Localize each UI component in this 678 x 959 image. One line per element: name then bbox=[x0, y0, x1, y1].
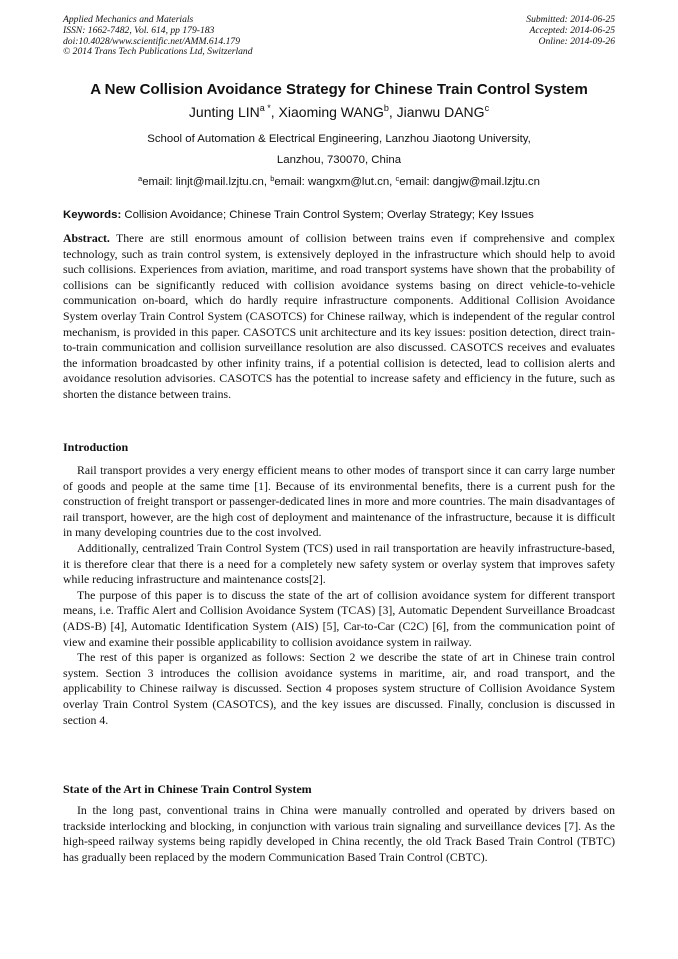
paragraph: In the long past, conventional trains in China were manually controlled and operated by drivers based on trackside interlocking and blocking, in conjunction with various train signaling and surveillance devices [7]. As the high-speed railway systems being rapidly developed in China recently, the old Track Based Train Control (TBTC) has gradually been replaced by the modern Communication Based Train Control (CBTC). bbox=[63, 803, 615, 864]
journal-name: Applied Mechanics and Materials bbox=[63, 14, 194, 25]
author-sup: b bbox=[383, 103, 389, 113]
submission-dates bbox=[526, 15, 615, 47]
email-sup: c bbox=[395, 174, 400, 183]
author-sup: c bbox=[484, 103, 490, 113]
paragraph: The rest of this paper is organized as follows: Section 2 we describe the state of art in Chinese train control system. Section 3 introduces the collision avoidance systems in maritime, air, and road transport, and the applicability to Chinese railway is discussed. Section 4 proposes system structure of Collision Avoidance System overlay Train Control System (CASOTCS), and the key issues are discussed. Finally, conclusion is discussed in section 4. bbox=[63, 650, 615, 727]
introduction-heading: Introduction bbox=[63, 440, 129, 454]
paragraph: The purpose of this paper is to discuss the state of the art of collision avoidance system for different transport means, i.e. Traffic Alert and Collision Avoidance System (TCAS) [3], Automatic Dependent Surveillance Broadcast (ADS-B) [4], Automatic Identification System (AIS) [5], Car-to-Car (C2C) [6], from the communication point of view and examine their possible applicability to collision avoidance system in railway. bbox=[63, 587, 615, 649]
email-text: email: dangjw@mail.lzjtu.cn bbox=[399, 176, 540, 188]
state-of-art-body bbox=[63, 803, 615, 865]
email-sup: b bbox=[270, 174, 275, 183]
abstract bbox=[63, 231, 615, 403]
paragraph: Additionally, centralized Train Control System (TCS) used in rail transportation are heavily infrastructure-based, it is therefore clear that there is a need for a completely new safety system or overlay system that improves safety while reducing infrastructure and maintenance costs[2]. bbox=[63, 540, 615, 587]
keywords-text: Collision Avoidance; Chinese Train Control System; Overlay Strategy; Key Issues bbox=[124, 209, 534, 221]
paper-title: A New Collision Avoidance Strategy for Chinese Train Control System bbox=[90, 81, 588, 98]
keywords-label: Keywords: bbox=[63, 209, 122, 221]
affiliation-line-1: School of Automation & Electrical Engineering, Lanzhou Jiaotong University, bbox=[147, 133, 531, 145]
author-list: Junting $LIN^{a *}$, Xiaoming WANG$^b$, Jianwu DANG$^c$ bbox=[188, 103, 490, 120]
state-of-art-heading: State of the Art in Chinese Train Control System bbox=[63, 782, 312, 796]
introduction-body bbox=[63, 463, 615, 728]
submitted-date: Submitted: 2014-06-25 bbox=[526, 14, 615, 25]
author-name: Xiaoming WANG bbox=[278, 104, 384, 120]
issn-line: ISSN: 1662-7482, Vol. 614, pp 179-183 bbox=[63, 24, 215, 36]
author-name: Jianwu DANG bbox=[396, 104, 485, 120]
email-sup: a bbox=[138, 174, 143, 183]
author-name: Junting LIN bbox=[188, 104, 260, 120]
keywords-line bbox=[63, 208, 623, 222]
doi-line: doi:10.4028/www.scientific.net/AMM.614.179 bbox=[63, 35, 241, 47]
abstract-text: There are still enormous amount of collision between trains even if comprehensive and complex technology, such as train control system, is extensively deployed in the infrastructure which should help to avoid such collisions. Experiences from aviation, maritime, and road transport systems have shown that the probability of collisions can be significantly reduced with collision avoidance systems basing on direct vehicle-to-vehicle communication on-board, which do hardly require infrastructure components. Additional Collision Avoidance System overlay Train Control System (CASOTCS) for Chinese railway, which is independent of the regular control mechanism, is provided in this paper. CASOTCS unit architecture and its key issues: position detection, direct train-to-train communication and collision surveillance resolution are also discussed. CASOTCS receives and evaluates the information broadcasted by other infinity trains, if a potential collision is detected, lead to collision alerts and avoidance resolution advisories. CASOTCS has the potential to increase safety and efficiency in the future, such as shorten the distance between trains. bbox=[63, 231, 615, 401]
author-sup: a * bbox=[259, 103, 271, 113]
accepted-date: Accepted: 2014-06-25 bbox=[529, 24, 615, 36]
affiliation-line-2: Lanzhou, 730070, China bbox=[276, 154, 402, 166]
online-date: Online: 2014-09-26 bbox=[538, 35, 615, 47]
email-line bbox=[40, 175, 638, 189]
email-text: email: linjt@mail.lzjtu.cn, bbox=[142, 176, 271, 188]
abstract-label: Abstract. bbox=[63, 231, 110, 245]
paragraph: Rail transport provides a very energy efficient means to other modes of transport since it can carry large number of goods and people at the same time [1]. Because of its environmental benefits, there is a current push for the construction of freight transport or passenger-dedicated lines in more and more countries. The main disadvantages of rail transport, however, are the high cost of deployment and maintenance of the infrastructure, because it is difficult in many developing countries due to the cost involved. bbox=[63, 463, 615, 540]
journal-info bbox=[63, 15, 253, 58]
email-text: email: wangxm@lut.cn, bbox=[274, 176, 396, 188]
copyright-line: © 2014 Trans Tech Publications Ltd, Switzerland bbox=[63, 46, 253, 58]
